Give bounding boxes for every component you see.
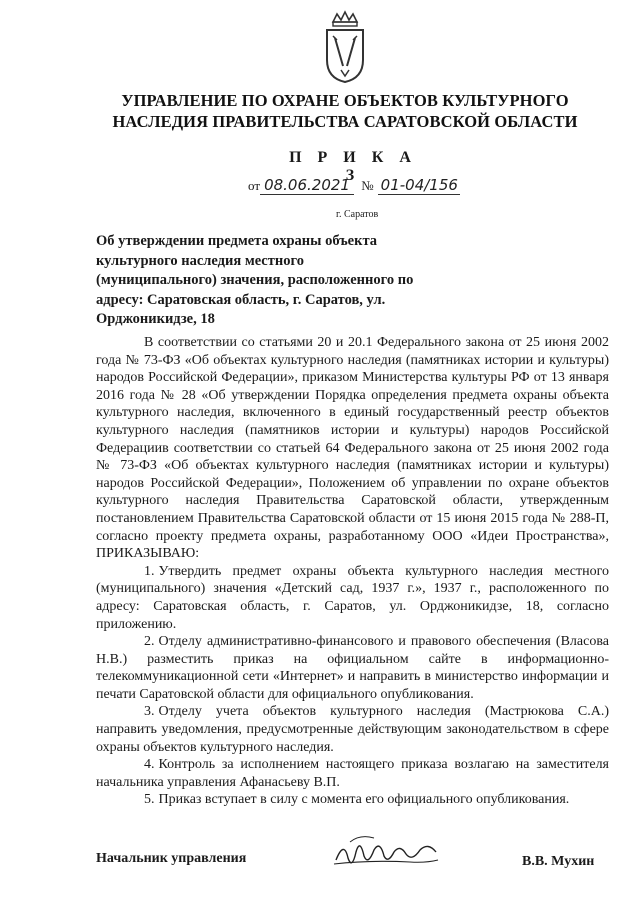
organization-name: УПРАВЛЕНИЕ ПО ОХРАНЕ ОБЪЕКТОВ КУЛЬТУРНОГО НАСЛЕДИЯ ПРАВИТЕЛЬСТВА САРАТОВСКОЙ ОБЛАСТИ [112, 91, 578, 131]
order-item-number: 5. [144, 792, 155, 808]
order-item-text: Отделу административно-финансового и правового обеспечения (Власова Н.В.) разместить приказ на официальном сайте в информационно-телекоммуникационной сети «Интернет» и направить в министерство информации и печати Саратовской области для официального опубликования. [96, 634, 609, 702]
document-body [96, 334, 609, 809]
number-label: № [361, 178, 374, 193]
date-label: от [248, 178, 261, 193]
order-item-number: 3. [144, 704, 155, 720]
order-item-text: Приказ вступает в силу с момента его официального опубликования. [158, 792, 570, 808]
order-item-text: Отделу учета объектов культурного наследия (Мастрюкова С.А.) направить уведомления, предусмотренные действующим законодательством в сфере охраны объектов культурного наследия. [96, 704, 609, 755]
order-item [96, 703, 609, 756]
signature-icon [330, 830, 442, 874]
order-item-number: 1. [144, 563, 155, 579]
order-item-text: Контроль за исполнением настоящего приказа возлагаю на заместителя начальника управления Афанасьеву В.П. [96, 757, 609, 790]
city-label: г. Саратов [336, 209, 379, 220]
order-items-list [96, 563, 609, 809]
document-title: П Р И К А З [289, 149, 417, 184]
order-item [96, 791, 609, 809]
order-item-number: 2. [144, 634, 155, 650]
document-subject: Об утверждении предмета охраны объекта культурного наследия местного (муниципального) значения, расположенного по адресу: Саратовская область, г. Саратов, ул. Орджоникидзе, 18 [96, 233, 414, 327]
signer-title: Начальник управления [96, 851, 247, 866]
order-item-number: 4. [144, 757, 155, 773]
order-item [96, 633, 609, 703]
number-value: 01-04/156 [378, 176, 460, 195]
preamble-paragraph: В соответствии со статьями 20 и 20.1 Федерального закона от 25 июня 2002 года № 73-ФЗ «Об объектах культурного наследия (памятниках истории и культуры) народов Российской Федерации», приказом Министерства культуры РФ от 13 января 2016 года № 28 «Об утверждении Порядка определения предмета охраны объекта культурного наследия, включенного в единый государственный реестр объектов культурного наследия (памятников истории и культуры) народов Российской Федерациив соответствии со статьей 64 Федерального закона от 25 июня 2002 года № 73-ФЗ «Об объектах культурного наследия (памятниках истории и культуры) народов Российской Федерации», Положением об управлении по охране объектов культурного наследия Правительства Саратовской области, утвержденным постановлением Правительства Саратовской области от 15 июня 2015 года № 288-П, согласно проекту предмета охраны, разработанному ООО «Идеи Пространства», ПРИКАЗЫВАЮ: [96, 335, 609, 562]
order-item [96, 563, 609, 633]
date-value: 08.06.2021 [260, 176, 354, 195]
order-item [96, 756, 609, 791]
coat-of-arms-icon [323, 10, 367, 84]
order-item-text: Утвердить предмет охраны объекта культурного наследия местного (муниципального) значения «Детский сад, 1937 г.», 1937 г., расположенного по адресу: Саратовская область, г. Саратов, ул. Орджоникидзе, 18, согласно приложению. [96, 563, 609, 632]
date-number-line [248, 176, 460, 195]
signer-name: В.В. Мухин [522, 854, 595, 869]
